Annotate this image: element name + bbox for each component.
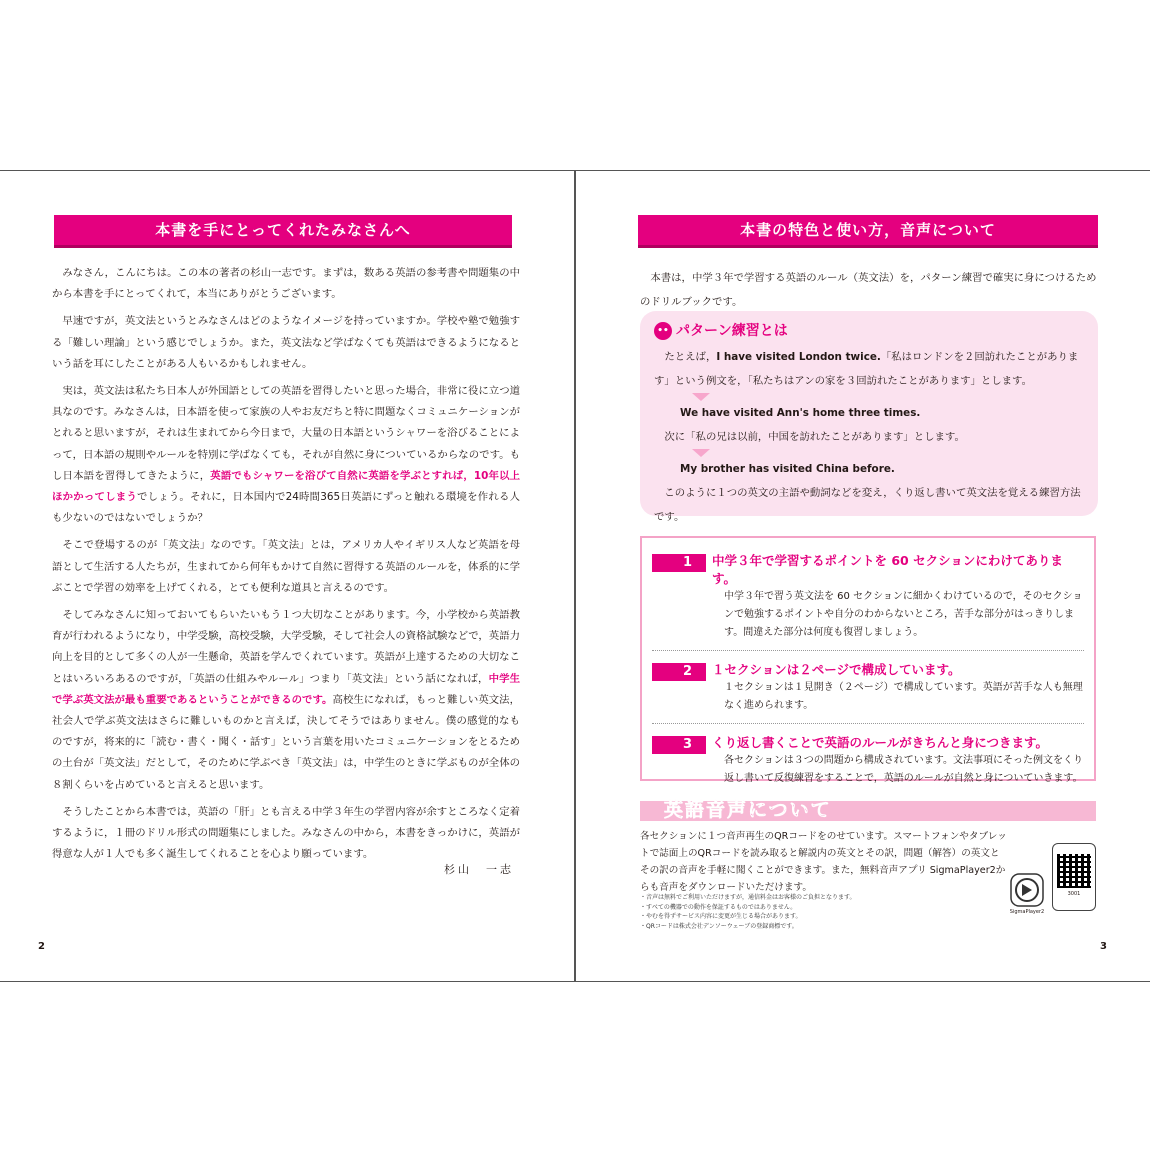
page-number: 3 (1100, 941, 1107, 952)
example-sentence: My brother has visited China before. (680, 463, 895, 475)
paragraph: そしてみなさんに知っておいてもらいたいもう１つ大切なことがあります。今，小学校から英語教育が行われるようになり，中学受験，高校受験，大学受験，そして社会人の資格試験などで，英語力向上を目的として多くの人が一生懸命，英語を学んでくれています。英語が上達するための大切なことはいろいろあるのですが，「英語の仕組みやルール」つまり「英文法」という話になれば，中学生で学ぶ英文法が最も重要であるということができるのです。高校生になれば，もっと難しい英文法，社会人で学ぶ英文法はさらに難しいものかと言えば，決してそうではありません。僕の感覚的なものですが，将来的に「読む・書く・聞く・話す」という言葉を用いたコミュニケーションをとるための土台が「英文法」だとして，そのために学ぶべき「英文法」は，中学生のときに学ぶものが全体の８割くらいを占めていると言えると思います。 (52, 609, 520, 791)
qr-label: 3001 (1067, 891, 1081, 897)
feature-desc: １セクションは１見開き（２ページ）で構成しています。英語が苦手な人も無理なく進められます。 (724, 682, 1083, 711)
feature-number: 3 (652, 736, 706, 754)
highlight-text: 中学生で学ぶ英文法が最も重要であるということができるのです。 (52, 672, 520, 706)
paragraph: 実は，英文法は私たち日本人が外国語としての英語を習得したいと思った場合，非常に役に立つ道具なのです。みなさんは，日本語を使って家族の人やお友だちと特に問題なくコミュニケーションがとれると思いますが，それは生まれてから今日まで，大量の日本語というシャワーを浴びることによって，日本語の規則やルールを特別に学ばなくても，それが自然に身についているからなのです。もし日本語を習得してきたように，英語でもシャワーを浴びて自然に英語を学ぶとすれば，10年以上ほかかってしまうでしょう。それに，日本国内で24時間365日英語にずっと触れる環境を作れる人も少ないのではないでしょうか？ (52, 385, 521, 525)
page-number: 2 (38, 941, 45, 952)
note-line: ・音声は無料でご利用いただけますが，通信料金はお客様のご負担となります。 (640, 894, 856, 901)
app-label: SigmaPlayer2 (1009, 909, 1045, 915)
right-page-title: 本書の特色と使い方，音声について (638, 215, 1098, 245)
feature-item (652, 542, 1084, 651)
feature-title: １セクションは２ページで構成しています。 (712, 662, 961, 677)
audio-heading: 英語音声について (664, 799, 832, 821)
audio-text: 各セクションに１つ音声再生のQRコードをのせています。スマートフォンやタブレットで誌面上のQRコードを読み取ると解説内の英文とその訳，問題（解答）の英文とその訳の音声を手軽に聞くことができます。また，無料音声アプリ SigmaPlayer2からも音声をダウンロードいただけます。 (640, 831, 1007, 893)
sigmaplayer-app-icon[interactable] (1010, 873, 1044, 907)
note-line: ・やむを得ずサービス内容に変更が生じる場合があります。 (640, 913, 802, 920)
paragraph: 早速ですが，英文法というとみなさんはどのようなイメージを持っていますか。学校や塾で勉強する「難しい理論」という感じでしょうか。また，英文法など学ばなくても英語はできるようになるという話を耳にしたことがある人もいるかもしれません。 (52, 315, 520, 370)
note-line: ・QRコードは株式会社デンソーウェーブの登録商標です。 (640, 922, 798, 930)
down-arrow-icon (692, 449, 710, 457)
audio-notes (640, 893, 1000, 931)
author-signature: 杉山 一志 (444, 863, 514, 876)
pattern-line: 次に「私の兄は以前，中国を訪れたことがあります」とします。 (664, 431, 965, 443)
pattern-heading: •• パターン練習とは (654, 319, 1084, 343)
note-line: ・すべての機器での動作を保証するものではありません。 (640, 903, 797, 911)
pattern-line: このように１つの英文の主語や動詞などを変え，くり返し書いて英文法を覚える練習方法です。 (654, 487, 1081, 523)
feature-desc: 中学３年で習う英文法を 60 セクションに細かくわけているので，そのセクションで勉強するポイントや自分のわからないところ，苦手な部分がはっきりします。間違えた部分は何度も復習しましょう。 (724, 591, 1083, 638)
left-page (0, 171, 574, 981)
left-body (52, 263, 520, 871)
qr-code-card[interactable] (1052, 843, 1096, 911)
paragraph: そうしたことから本書では，英語の「肝」とも言える中学３年生の学習内容が余すところなく定着するように，１冊のドリル形式の問題集にしました。みなさんの中から，本書をきっかけに，英語が得意な人が１人でも多く誕生してくれることを心より願っています。 (52, 805, 520, 861)
paragraph: そこで登場するのが「英文法」なのです。「英文法」とは，アメリカ人やイギリス人など英語を母語として生活する人たちが，生まれてから何年もかけて自然に習得する英語のルールを，体系的に学ぶことで学習の効率を上げてくれる，とても便利な道具と言えるのです。 (52, 539, 520, 594)
dots-icon: •• (654, 322, 672, 340)
pattern-line: たとえば，I have visited London twice.「私はロンドンを２回訪れたことがあります」という例文を，「私たちはアンの家を３回訪れたことがあります」とします。 (654, 351, 1079, 387)
left-page-title: 本書を手にとってくれたみなさんへ (54, 215, 512, 245)
example-sentence: We have visited Ann's home three times. (680, 407, 921, 419)
feature-title: くり返し書くことで英語のルールがきちんと身につきます。 (712, 735, 1049, 750)
book-spread (0, 170, 1150, 982)
features-box (640, 536, 1096, 784)
feature-item (652, 724, 1084, 796)
pattern-practice-box (640, 311, 1098, 523)
feature-item (652, 651, 1084, 724)
highlight-text: 英語でもシャワーを浴びて自然に英語を学ぶとすれば，10年以上ほかかってしまう (52, 469, 521, 504)
down-arrow-icon (692, 393, 710, 401)
feature-number: 2 (652, 663, 706, 681)
feature-desc: 各セクションは３つの問題から構成されています。文法事項にそった例文をくり返し書いて反復練習をすることで，英語のルールが自然と身についていきます。 (724, 755, 1083, 784)
qr-code-icon (1057, 854, 1091, 888)
feature-number: 1 (652, 554, 706, 572)
feature-title: 中学３年で学習するポイントを 60 セクションにわけてあります。 (712, 553, 1063, 586)
intro-text: 本書は，中学３年で学習する英語のルール（英文法）を，パターン練習で確実に身につけるためのドリルブックです。 (640, 272, 1097, 308)
audio-heading-bar (640, 801, 1096, 821)
paragraph: みなさん，こんにちは。この本の著者の杉山一志です。まずは，数ある英語の参考書や問題集の中から本書を手にとってくれて，本当にありがとうございます。 (52, 267, 520, 301)
